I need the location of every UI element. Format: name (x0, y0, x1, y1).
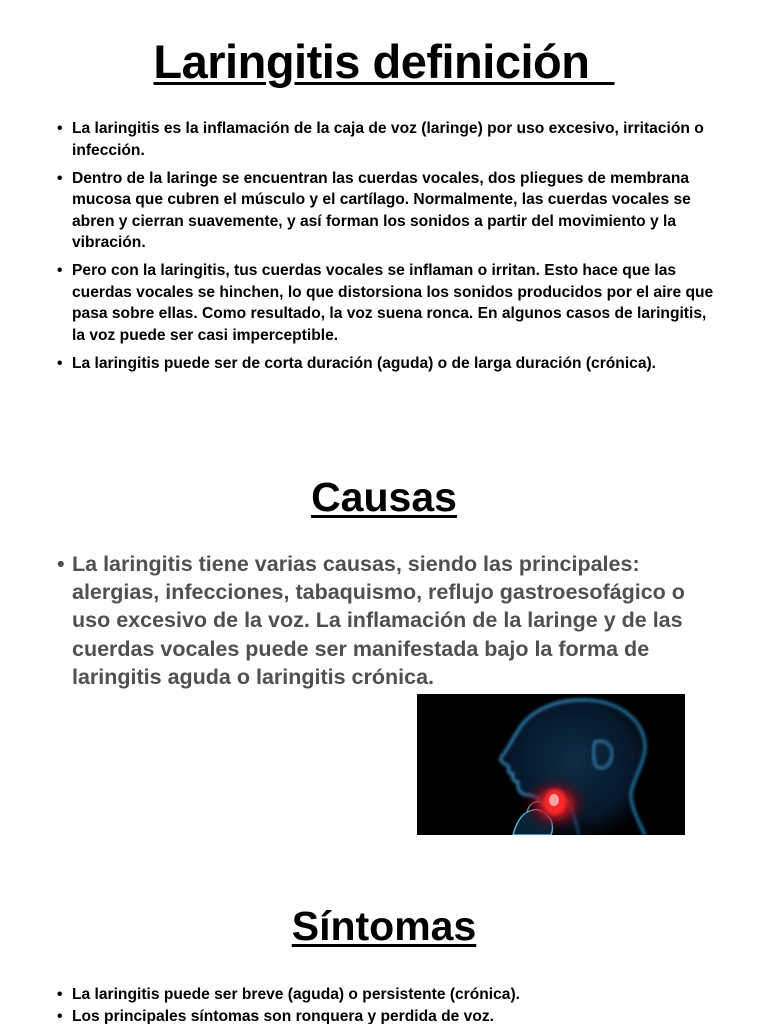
list-item (57, 984, 717, 1006)
list-item (57, 550, 717, 691)
throat-inflammation-figure (417, 694, 685, 835)
bullet-text: La laringitis tiene varias causas, siendo las principales: alergias, infecciones, tabaquismo, reflujo gastroesofágico o uso excesivo de la voz. La inflamación de la laringe y de las cuerdas vocales puede ser manifestada bajo la forma de laringitis aguda o laringitis crónica. (72, 552, 685, 689)
bullet-icon: • (57, 262, 63, 279)
section-title-causas: Causas (311, 474, 457, 520)
bullet-icon: • (57, 354, 63, 372)
bullet-text: La laringitis es la inflamación de la caja de voz (laringe) por uso excesivo, irritación o infección. (72, 120, 704, 159)
sintomas-bullet-list (57, 984, 717, 1024)
bullet-icon: • (57, 120, 63, 137)
list-item (57, 260, 717, 346)
bullet-text: Dentro de la laringe se encuentran las cuerdas vocales, dos pliegues de membrana mucosa que cubren el músculo y el cartílago. Normalmente, las cuerdas vocales se abren y cierran suavemente, y así forman los sonidos a partir del movimiento y la vibración. (72, 169, 691, 251)
list-item (57, 168, 717, 254)
bullet-icon: • (57, 986, 63, 1003)
list-item (57, 1006, 717, 1024)
section-title-definicion: Laringitis definición (153, 35, 615, 88)
bullet-icon: • (57, 1007, 63, 1024)
list-item (57, 353, 717, 375)
bullet-icon: • (57, 169, 63, 187)
section-title-sintomas: Síntomas (291, 903, 477, 949)
definicion-bullet-list (57, 118, 717, 381)
bullet-text: Pero con la laringitis, tus cuerdas vocales se inflaman o irritan. Esto hace que las cuerdas vocales se hinchen, lo que distorsiona los sonidos producidos por el aire que pasa sobre ellas. Como resultado, la voz suena ronca. En algunos casos de laringitis, la voz puede ser casi imperceptible. (72, 262, 714, 344)
bullet-text: Los principales síntomas son ronquera y perdida de voz. (72, 1007, 494, 1024)
throat-inflammation-illustration-icon (417, 694, 685, 835)
list-item (57, 118, 717, 161)
causas-bullet-list (57, 550, 717, 691)
bullet-text: La laringitis puede ser de corta duración (aguda) o de larga duración (crónica). (72, 354, 657, 372)
bullet-icon: • (57, 552, 65, 576)
bullet-text: La laringitis puede ser breve (aguda) o persistente (crónica). (72, 986, 521, 1003)
